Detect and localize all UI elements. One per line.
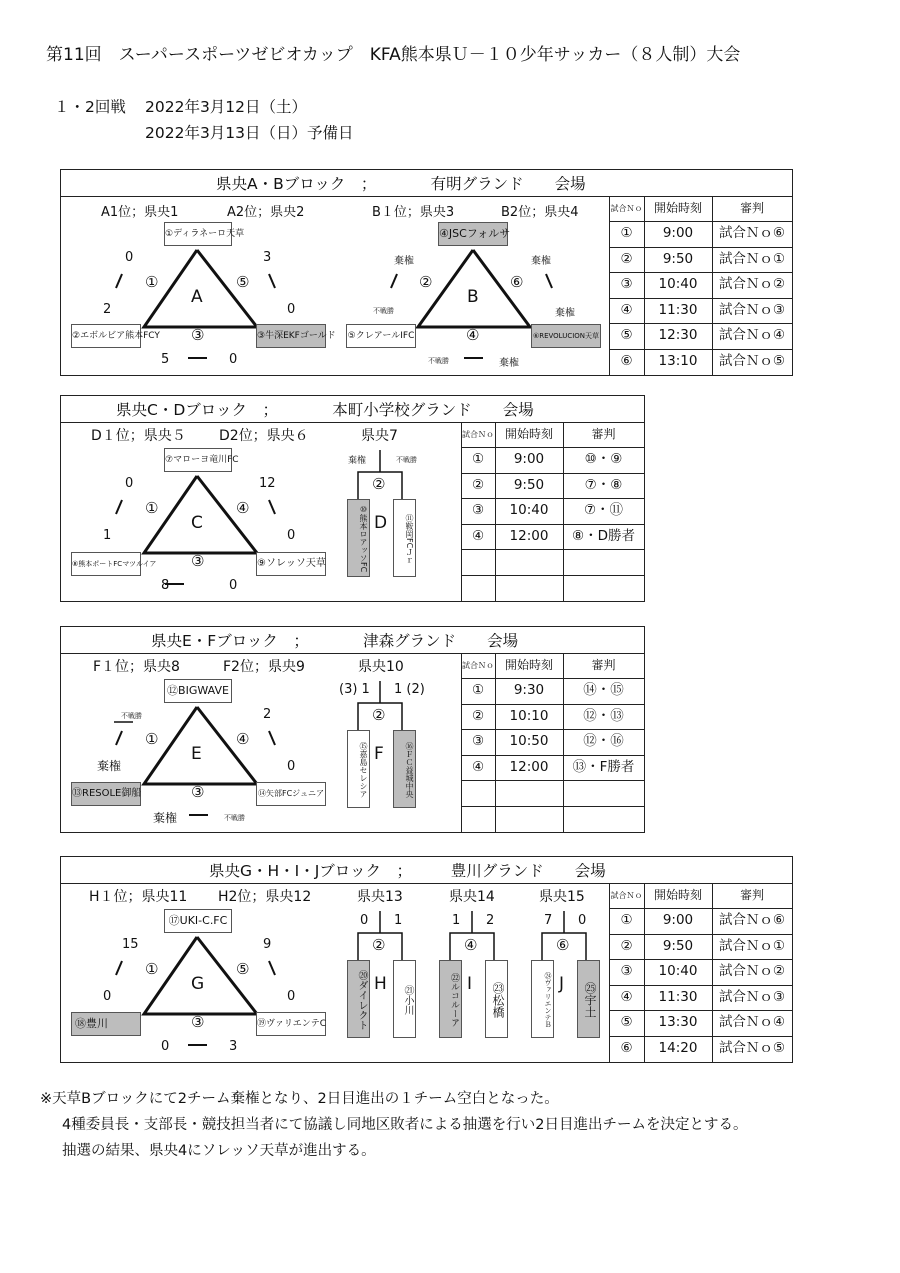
team-box: ⑥REVOLUCION天草 (531, 324, 601, 348)
team-box: ⑮嘉島セレシア (347, 730, 370, 808)
block-cd-section (60, 395, 645, 602)
schedule-cell: ⑫・⑬ (583, 708, 624, 724)
qualifier-label: D１位；県央５ (91, 428, 186, 444)
schedule-cell: ④ (620, 989, 633, 1005)
team-box: ㉑小川 (393, 960, 416, 1038)
score: 2 (103, 302, 112, 317)
qualifier-label: A2位；県央2 (227, 205, 305, 220)
score: 1 (2) (394, 682, 425, 697)
schedule-cell: ② (471, 708, 485, 724)
match-number: ② (372, 936, 386, 954)
schedule-header: 試合Ｎｏ (462, 661, 494, 670)
schedule-cell: 試合Ｎｏ⑤ (718, 353, 786, 369)
schedule-cell: ④ (471, 528, 485, 544)
schedule-cell: 9:50 (662, 938, 694, 954)
match-number: ③ (191, 783, 205, 801)
qualifier-label: 県央10 (358, 659, 404, 675)
team-box: ⑰UKI-C.FC (164, 909, 232, 933)
schedule-cell: 試合Ｎｏ④ (718, 1014, 786, 1030)
score: 3 (229, 1039, 238, 1054)
schedule-header: 試合Ｎｏ (610, 891, 643, 900)
score: 0 (161, 1039, 170, 1054)
qualifier-label: B１位；県央3 (372, 205, 455, 220)
score: 0 (287, 302, 296, 317)
block-ab-section (60, 169, 793, 376)
qualifier-label: 県央13 (357, 889, 403, 905)
schedule-cell: 試合Ｎｏ① (718, 251, 786, 267)
score: 棄権 (153, 811, 178, 825)
score: 0 (360, 913, 369, 928)
match-number: ④ (464, 936, 478, 954)
score: 0 (229, 578, 238, 593)
schedule-cell: ③ (620, 276, 633, 292)
group-letter: C (191, 513, 203, 533)
score: 棄権 (499, 358, 519, 369)
qualifier-label: 県央14 (449, 889, 495, 905)
team-box: ⑦マローヨ竜川FC (164, 448, 232, 472)
score: 不戦勝 (428, 357, 449, 365)
schedule-cell: ④ (620, 302, 633, 318)
schedule-cell: ③ (620, 963, 633, 979)
schedule-cell: ⑤ (620, 1014, 633, 1030)
score: 0 (103, 989, 112, 1004)
group-letter: D (374, 513, 388, 533)
schedule-cell: ③ (471, 733, 485, 749)
score: 1 (103, 528, 112, 543)
score: 0 (125, 250, 134, 265)
team-box: ③牛深EKFゴールド (256, 324, 326, 348)
schedule-cell: 11:30 (658, 302, 698, 318)
team-box: ⑲ヴァリエンテC (256, 1012, 326, 1036)
score: 0 (229, 352, 238, 367)
schedule-header: 審判 (591, 427, 616, 441)
qualifier-label: D2位；県央６ (219, 428, 309, 444)
score: 8 (161, 578, 170, 593)
group-letter: F (374, 744, 384, 764)
score: 棄権 (348, 456, 367, 466)
match-number: ② (419, 273, 433, 291)
schedule-cell: ⑥ (620, 353, 633, 369)
score: 15 (122, 937, 139, 952)
team-box: ㉓松橋 (485, 960, 508, 1038)
schedule-header: 試合Ｎｏ (610, 204, 643, 213)
block-ef-heading: 県央E・Fブロック ； 津森グランド 会場 (61, 627, 644, 654)
schedule-cell: ⑬・F勝者 (572, 759, 635, 775)
match-number: ⑥ (510, 273, 524, 291)
schedule-cell: ④ (471, 759, 485, 775)
schedule-cell: 10:40 (509, 502, 549, 518)
score: 不戦勝 (396, 456, 417, 464)
score: 不戦勝 (121, 712, 142, 720)
schedule-cell: 10:50 (509, 733, 549, 749)
schedule-cell: 試合Ｎｏ④ (718, 327, 786, 343)
schedule-header: 開始時刻 (504, 427, 553, 441)
score: 0 (578, 913, 587, 928)
schedule-cell: 12:00 (509, 528, 549, 544)
schedule-cell: 9:30 (513, 682, 545, 698)
schedule-cell: ⑦・⑧ (584, 477, 623, 493)
footnote: 4種委員長・支部長・競技担当者にて協議し同地区敗者による抽選を行い2日目進出チームを決定とする。 (62, 1117, 748, 1133)
match-number: ③ (191, 326, 205, 344)
qualifier-label: 県央7 (361, 428, 398, 444)
match-number: ④ (466, 326, 480, 344)
schedule-header: 試合Ｎｏ (462, 430, 494, 439)
schedule-header: 審判 (739, 888, 764, 902)
schedule-cell: 試合Ｎｏ① (718, 938, 786, 954)
schedule-cell: 9:50 (513, 477, 545, 493)
match-number: ① (145, 499, 159, 517)
group-letter: I (467, 974, 473, 994)
schedule-cell: 12:30 (658, 327, 698, 343)
score: 12 (259, 476, 276, 491)
schedule-cell: ⑧・D勝者 (572, 528, 635, 544)
qualifier-label: F2位；県央9 (223, 659, 305, 675)
match-number: ③ (191, 552, 205, 570)
group-letter: J (559, 974, 565, 994)
schedule-cell: 9:00 (662, 912, 694, 928)
schedule-cell: 9:50 (662, 251, 694, 267)
match-number: ② (372, 475, 386, 493)
schedule-cell: 14:20 (658, 1040, 698, 1056)
team-box: ⑭矢部FCジュニア (256, 782, 326, 806)
qualifier-label: 県央15 (539, 889, 585, 905)
block-ghij-heading: 県央G・H・I・Jブロック ； 豊川グランド 会場 (61, 857, 792, 884)
schedule-cell: ⑩・⑨ (584, 451, 623, 467)
group-letter: B (467, 287, 479, 307)
score: 棄権 (97, 759, 122, 773)
match-number: ③ (191, 1013, 205, 1031)
team-box: ②エボルビア熊本FCY (71, 324, 141, 348)
match-date: 2022年3月12日（土） (145, 98, 308, 116)
schedule-cell: ② (620, 251, 633, 267)
team-box: ⑱豊川 (71, 1012, 141, 1036)
schedule-cell: 試合Ｎｏ⑤ (718, 1040, 786, 1056)
match-number: ① (145, 730, 159, 748)
group-letter: E (191, 744, 202, 764)
schedule-cell: ① (620, 225, 633, 241)
team-box: ⑨ソレッソ天草 (256, 552, 326, 576)
schedule-cell: 試合Ｎｏ② (718, 963, 786, 979)
schedule-cell: 試合Ｎｏ② (718, 276, 786, 292)
schedule-header: 審判 (591, 658, 616, 672)
score: 2 (486, 913, 495, 928)
schedule-cell: 10:10 (509, 708, 549, 724)
block-ab-heading: 県央A・Bブロック ； 有明グランド 会場 (61, 170, 792, 197)
team-box: ⑩熊本ロアッソFC (347, 499, 370, 577)
group-letter: A (191, 287, 203, 307)
score: 1 (394, 913, 403, 928)
schedule-cell: 10:40 (658, 963, 698, 979)
schedule-cell: ② (620, 938, 633, 954)
schedule-cell: ③ (471, 502, 485, 518)
schedule-cell: 10:40 (658, 276, 698, 292)
score: 9 (263, 937, 272, 952)
match-number: ① (145, 273, 159, 291)
match-number: ④ (236, 730, 250, 748)
team-box: ⑪鞍岡FCＪｒ (393, 499, 416, 577)
schedule-cell: 試合Ｎｏ③ (718, 302, 786, 318)
qualifier-label: H2位；県央12 (218, 889, 312, 905)
schedule-cell: 試合Ｎｏ③ (718, 989, 786, 1005)
match-number: ① (145, 960, 159, 978)
score: 5 (161, 352, 170, 367)
group-letter: G (191, 974, 205, 994)
team-box: ④JSCフォルサ (438, 222, 508, 246)
page-title: 第11回 スーパースポーツゼビオカップ KFA熊本県Ｕ－１０少年サッカー（８人制）大会 (46, 45, 741, 65)
match-number: ⑤ (236, 960, 250, 978)
score: 棄権 (394, 256, 414, 267)
team-box: ①ディラネーロ天草 (164, 222, 232, 246)
score: 0 (287, 759, 296, 774)
reserve-date: 2022年3月13日（日）予備日 (145, 124, 354, 142)
schedule-cell: 12:00 (509, 759, 549, 775)
score: (3) 1 (339, 682, 370, 697)
team-box: ⑫BIGWAVE (164, 679, 232, 703)
block-cd-heading: 県央C・Dブロック ； 本町小学校グランド 会場 (61, 396, 644, 423)
group-letter: H (374, 974, 387, 994)
schedule-cell: ② (471, 477, 485, 493)
schedule-header: 開始時刻 (504, 658, 553, 672)
score: 0 (287, 528, 296, 543)
block-ghij-section (60, 856, 793, 1063)
score: 1 (452, 913, 461, 928)
team-box: ⑯ＦＣ益城中央 (393, 730, 416, 808)
schedule-cell: 9:00 (662, 225, 694, 241)
team-box: ⑧熊本ポートFCマツルイア (71, 552, 141, 576)
schedule-cell: 13:10 (658, 353, 698, 369)
schedule-cell: ① (471, 682, 485, 698)
team-box: ⑬RESOLE御船 (71, 782, 141, 806)
match-number: ⑤ (236, 273, 250, 291)
schedule-cell: ⑫・⑯ (583, 733, 624, 749)
score: 0 (125, 476, 134, 491)
qualifier-label: F１位；県央8 (93, 659, 180, 675)
team-box: ㉒ルコルーア (439, 960, 462, 1038)
score: 不戦勝 (373, 307, 394, 315)
qualifier-label: B2位；県央4 (501, 205, 579, 220)
schedule-header: 開始時刻 (653, 201, 702, 215)
schedule-cell: 9:00 (513, 451, 545, 467)
schedule-header: 審判 (739, 201, 764, 215)
match-number: ② (372, 706, 386, 724)
team-box: ㉕宇土 (577, 960, 600, 1038)
qualifier-label: A1位；県央1 (101, 205, 179, 220)
schedule-cell: 試合Ｎｏ⑥ (718, 912, 786, 928)
score: 0 (287, 989, 296, 1004)
score: 棄権 (555, 308, 575, 319)
team-box: ⑳ダイレクト (347, 960, 370, 1038)
match-number: ⑥ (556, 936, 570, 954)
schedule-cell: 11:30 (658, 989, 698, 1005)
schedule-cell: 13:30 (658, 1014, 698, 1030)
schedule-cell: ① (620, 912, 633, 928)
schedule-cell: ⑭・⑮ (583, 682, 624, 698)
footnote: ※天草Bブロックにて2チーム棄権となり、2日目進出の１チーム空白となった。 (40, 1091, 559, 1107)
match-number: ④ (236, 499, 250, 517)
round-label: １・2回戦 (54, 98, 126, 116)
score: 棄権 (531, 256, 551, 267)
score: 2 (263, 707, 272, 722)
team-box: ㉔ヴァリエンテＢ (531, 960, 554, 1038)
score: 3 (263, 250, 272, 265)
qualifier-label: H１位；県央11 (89, 889, 188, 905)
team-box: ⑤クレアールIFC (346, 324, 416, 348)
footnote: 抽選の結果、県央4にソレッソ天草が進出する。 (62, 1143, 376, 1159)
schedule-cell: ① (471, 451, 485, 467)
schedule-cell: 試合Ｎｏ⑥ (718, 225, 786, 241)
schedule-cell: ⑦・⑪ (583, 502, 624, 518)
schedule-cell: ⑥ (620, 1040, 633, 1056)
schedule-cell: ⑤ (620, 327, 633, 343)
score: 不戦勝 (224, 814, 245, 822)
score: 7 (544, 913, 553, 928)
schedule-header: 開始時刻 (653, 888, 702, 902)
block-ef-section (60, 626, 645, 833)
